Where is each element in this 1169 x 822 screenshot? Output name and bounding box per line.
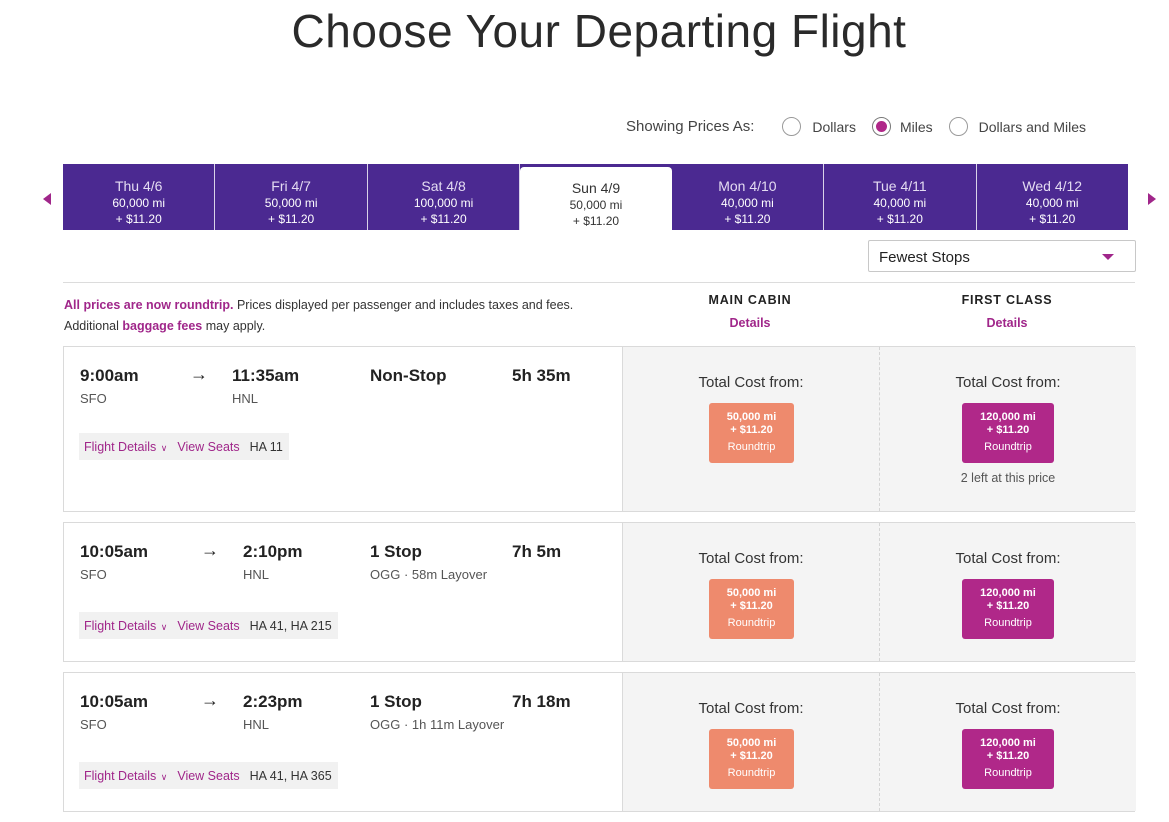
flight-info [64,523,622,661]
date-tab-miles: 40,000 mi [873,196,927,210]
chevron-down-icon [1102,254,1114,260]
radio-option-miles[interactable] [872,117,933,136]
arrow-right-icon: → [201,540,219,560]
radio-option-dollars-and-miles[interactable] [949,117,1086,136]
pricing-notice [64,295,573,337]
total-cost-label: Total Cost from: [698,550,804,567]
arrive-time: 11:35am [232,366,300,385]
stops: 1 Stop [370,542,422,561]
chevron-down-icon: ∨ [158,621,168,632]
flight-details-link[interactable] [84,769,167,783]
seats-left-notice: 2 left at this price [960,471,1056,485]
main-cabin-fare-button[interactable] [709,579,794,639]
depart-time: 10:05am [80,692,149,711]
layover: OGG · 58m Layover [370,567,488,582]
flight-details-label: Flight Details [84,439,157,454]
date-tab-day: Sat 4/8 [421,178,466,194]
date-tab[interactable] [63,164,215,230]
radio-dollars[interactable] [782,117,801,136]
price-display-selector [626,117,1096,136]
fare-trip: Roundtrip [984,767,1032,779]
fare-trip: Roundtrip [727,767,776,779]
depart-airport: SFO [80,391,107,406]
flight-links [79,433,289,460]
next-dates-arrow-icon[interactable] [1148,193,1156,205]
fare-miles: 50,000 mi [726,587,777,599]
fare-fee: + $11.20 [986,750,1030,762]
flight-details-label: Flight Details [84,618,157,633]
date-tab-miles: 40,000 mi [1025,196,1079,210]
date-tab-active[interactable] [520,167,671,233]
notice-text: may apply. [202,319,266,333]
cabin-details-link[interactable]: Details [986,316,1028,330]
radio-miles-label[interactable]: Miles [899,118,933,135]
divider [63,282,1135,283]
arrow-right-icon: → [201,690,219,710]
flight-details-link[interactable] [84,619,167,633]
layover: OGG · 1h 11m Layover [370,717,505,732]
flight-numbers: HA 11 [249,439,283,454]
date-tab-fee: + $11.20 [876,212,923,226]
date-tab-day: Mon 4/10 [718,178,777,194]
date-selector [63,164,1128,230]
date-tab-fee: + $11.20 [420,212,467,226]
radio-dollars-and-miles-label[interactable]: Dollars and Miles [978,118,1087,135]
view-seats-link[interactable]: View Seats [177,768,240,783]
radio-miles[interactable] [872,117,891,136]
flight-links [79,762,338,789]
arrive-airport: HNL [243,717,270,732]
fare-miles: 50,000 mi [726,737,777,749]
total-cost-label: Total Cost from: [955,550,1061,567]
date-tab[interactable] [368,164,520,230]
prev-dates-arrow-icon[interactable] [43,193,51,205]
fare-trip: Roundtrip [984,441,1032,453]
date-tab-fee: + $11.20 [268,212,315,226]
flight-details-label: Flight Details [84,768,157,783]
cabin-header-main [670,293,830,330]
fare-miles: 50,000 mi [726,411,777,423]
cabin-header-first [927,293,1087,330]
cabin-name: MAIN CABIN [708,293,792,307]
duration: 7h 5m [512,542,562,561]
fare-fee: + $11.20 [730,600,773,612]
fare-trip: Roundtrip [727,441,776,453]
flight-numbers: HA 41, HA 215 [249,618,332,633]
main-cabin-fare-button[interactable] [709,729,794,789]
depart-time: 9:00am [80,366,139,385]
first-class-fare [879,523,1136,661]
radio-option-dollars[interactable] [782,117,856,136]
date-tab-miles: 50,000 mi [264,196,318,210]
flight-row [63,672,1135,812]
view-seats-link[interactable]: View Seats [177,439,240,454]
date-tab-fee: + $11.20 [1029,212,1076,226]
fare-trip: Roundtrip [727,617,776,629]
date-tab[interactable] [672,164,824,230]
date-tab-day: Fri 4/7 [271,178,311,194]
total-cost-label: Total Cost from: [698,374,804,391]
date-tab-fee: + $11.20 [115,212,162,226]
roundtrip-notice: All prices are now roundtrip. [64,298,234,312]
flight-links [79,612,338,639]
fare-fee: + $11.20 [730,750,773,762]
arrow-right-icon: → [190,364,208,384]
stops: 1 Stop [370,692,422,711]
date-tab-day: Tue 4/11 [872,178,927,194]
duration: 5h 35m [512,366,571,385]
sort-select[interactable] [868,240,1136,272]
chevron-down-icon: ∨ [158,442,168,453]
date-tab-fee: + $11.20 [572,214,620,228]
arrive-time: 2:10pm [243,542,303,561]
price-mode-label: Showing Prices As: [626,118,755,135]
arrive-airport: HNL [243,567,270,582]
flight-row [63,522,1135,662]
date-tab[interactable] [977,164,1128,230]
date-tab-day: Sun 4/9 [571,180,621,196]
baggage-fees-link[interactable]: baggage fees [122,319,203,333]
total-cost-label: Total Cost from: [955,700,1061,717]
flight-row [63,346,1135,512]
fare-fee: + $11.20 [986,600,1030,612]
first-class-fare-button[interactable] [962,403,1054,463]
fare-miles: 120,000 mi [980,411,1036,423]
depart-airport: SFO [80,567,107,582]
notice-text: Additional [64,319,123,333]
fare-miles: 120,000 mi [980,587,1036,599]
stops: Non-Stop [370,366,447,385]
flight-numbers: HA 41, HA 365 [249,768,332,783]
arrive-airport: HNL [232,391,259,406]
radio-dollars-and-miles[interactable] [949,117,968,136]
main-cabin-fare [622,347,879,511]
duration: 7h 18m [512,692,571,711]
depart-time: 10:05am [80,542,149,561]
date-tab-day: Wed 4/12 [1022,178,1083,194]
page-title: Choose Your Departing Flight [291,5,907,57]
first-class-fare [879,347,1136,511]
date-tab-day: Thu 4/6 [114,178,163,194]
date-tab-miles: 40,000 mi [721,196,774,210]
fare-miles: 120,000 mi [980,737,1036,749]
cabin-details-link[interactable]: Details [729,316,771,330]
sort-select-value: Fewest Stops [879,249,970,266]
total-cost-label: Total Cost from: [698,700,804,717]
main-cabin-fare [622,673,879,811]
fare-fee: + $11.20 [986,424,1030,436]
first-class-fare-button[interactable] [962,579,1054,639]
fare-fee: + $11.20 [730,424,773,436]
depart-airport: SFO [80,717,107,732]
radio-dollars-label[interactable]: Dollars [812,118,856,135]
chevron-down-icon: ∨ [158,771,168,782]
date-tab-miles: 50,000 mi [569,198,623,212]
main-cabin-fare-button[interactable] [709,403,794,463]
first-class-fare-button[interactable] [962,729,1054,789]
date-tab[interactable] [215,164,367,230]
first-class-fare [879,673,1136,811]
date-tab-miles: 60,000 mi [112,196,166,210]
date-tab[interactable] [824,164,976,230]
notice-text: Prices displayed per passenger and includes taxes and fees. [233,298,574,312]
main-cabin-fare [622,523,879,661]
flight-details-link[interactable] [84,440,167,454]
date-tab-miles: 100,000 mi [413,196,474,210]
view-seats-link[interactable]: View Seats [177,618,240,633]
date-tab-fee: + $11.20 [724,212,771,226]
fare-trip: Roundtrip [984,617,1032,629]
arrive-time: 2:23pm [243,692,303,711]
total-cost-label: Total Cost from: [955,374,1061,391]
cabin-name: FIRST CLASS [961,293,1053,307]
flight-info [64,673,622,811]
flight-info [64,347,622,511]
